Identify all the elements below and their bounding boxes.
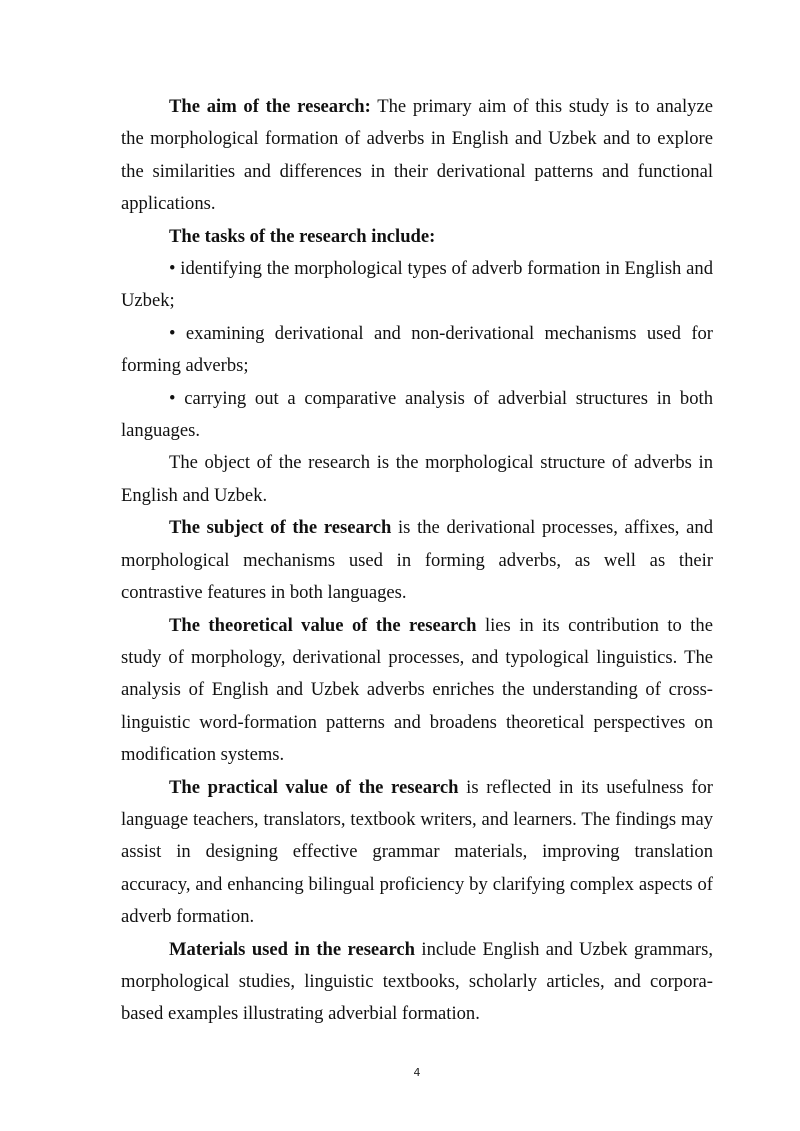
materials-paragraph — [121, 934, 713, 1031]
practical-value-text: is reflected in its usefulness for language teachers, translators, textbook writers, and learners. The findings may assist in designing effective grammar materials, improving translation accuracy, and enhancing bilingual proficiency by clarifying complex aspects of adverb formation. — [121, 776, 713, 928]
document-page — [121, 91, 713, 1031]
subject-paragraph — [121, 512, 713, 609]
tasks-heading-label: The tasks of the research include: — [169, 225, 436, 247]
page-number: 4 — [413, 1066, 421, 1079]
materials-text: include English and Uzbek grammars, morphological studies, linguistic textbooks, scholarly articles, and corpora-based examples illustrating adverbial formation. — [121, 938, 713, 1025]
object-paragraph: The object of the research is the morphological structure of adverbs in English and Uzbek. — [121, 452, 713, 506]
subject-label: The subject of the research — [169, 517, 392, 539]
materials-label: Materials used in the research — [169, 938, 415, 960]
aim-paragraph — [121, 91, 713, 221]
tasks-heading — [121, 221, 713, 253]
task-item: • examining derivational and non-derivational mechanisms used for forming adverbs; — [121, 322, 713, 377]
theoretical-value-text: lies in its contribution to the study of morphology, derivational processes, and typological linguistics. The analysis of English and Uzbek adverbs enriches the understanding of cross-linguistic word-formation patterns and broadens theoretical perspectives on modification systems. — [121, 614, 713, 766]
task-item: • identifying the morphological types of adverb formation in English and Uzbek; — [121, 258, 713, 312]
theoretical-value-paragraph — [121, 610, 713, 772]
subject-text: is the derivational processes, affixes, and morphological mechanisms used in forming adverbs, as well as their contrastive features in both languages. — [121, 517, 713, 604]
aim-text: The primary aim of this study is to analyze the morphological formation of adverbs in English and Uzbek and to explore the similarities and differences in their derivational patterns and functional applications. — [121, 96, 713, 215]
practical-value-label: The practical value of the research — [169, 776, 459, 798]
aim-label: The aim of the research: — [169, 96, 371, 117]
practical-value-paragraph — [121, 772, 713, 934]
theoretical-value-label: The theoretical value of the research — [169, 614, 477, 636]
task-item: • carrying out a comparative analysis of adverbial structures in both languages. — [121, 387, 713, 442]
